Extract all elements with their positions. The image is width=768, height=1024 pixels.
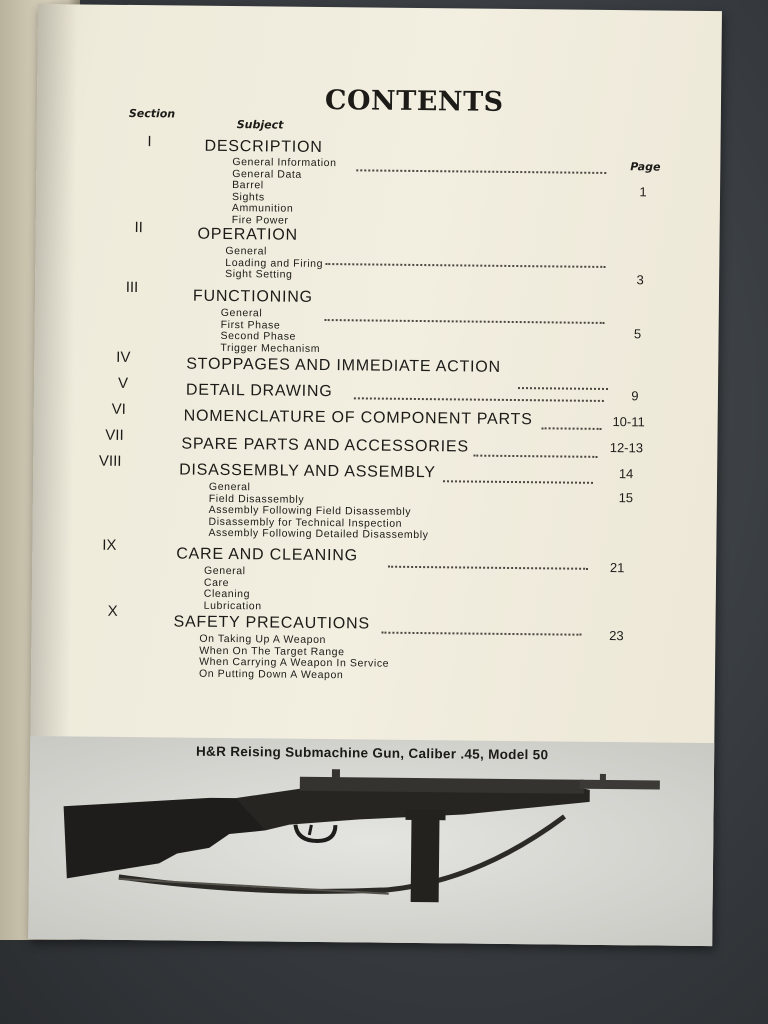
subsection-list xyxy=(204,566,262,613)
section-subject: SPARE PARTS AND ACCESSORIES xyxy=(181,435,469,456)
subsection-item: General xyxy=(208,480,251,494)
dot-leader xyxy=(354,397,604,402)
subsection-item: Assembly Following Field Disassembly xyxy=(208,503,412,518)
section-number: III xyxy=(125,278,139,297)
subsection-item: When On The Target Range xyxy=(199,644,345,658)
page-number: 10-11 xyxy=(612,414,645,430)
dot-leader xyxy=(325,319,605,324)
illustration-panel xyxy=(28,736,714,946)
section-subject: DISASSEMBLY AND ASSEMBLY xyxy=(179,461,436,482)
section-number: V xyxy=(117,374,129,392)
subsection-item: Ammunition xyxy=(231,202,294,215)
subsection-item: Fire Power xyxy=(231,213,289,227)
subsection-list xyxy=(220,308,320,355)
section-subject: CARE AND CLEANING xyxy=(176,545,358,565)
subsection-item: Sights xyxy=(231,190,265,203)
section-subject: FUNCTIONING xyxy=(192,287,313,306)
dot-leader xyxy=(356,169,606,174)
rifle-illustration-icon xyxy=(59,766,670,912)
dot-leader xyxy=(325,263,605,268)
illustration-caption: H&R Reising Submachine Gun, Caliber .45, Model 50 xyxy=(195,743,549,763)
page-number: 23 xyxy=(609,628,624,644)
dot-leader xyxy=(518,387,608,390)
subsection-list xyxy=(208,482,429,542)
section-subject: SAFETY PRECAUTIONS xyxy=(173,613,370,633)
page-title: CONTENTS xyxy=(324,85,504,118)
page-number: 21 xyxy=(609,560,625,576)
section-number: VI xyxy=(111,400,126,418)
subsection-item: General xyxy=(225,244,268,258)
subsection-item: Field Disassembly xyxy=(208,492,305,506)
subsection-item: Cleaning xyxy=(203,587,251,601)
dot-leader xyxy=(473,455,597,458)
subsection-item: Trigger Mechanism xyxy=(220,341,321,355)
subject-column-header: Subject xyxy=(236,118,284,132)
subsection-item: On Putting Down A Weapon xyxy=(198,667,344,681)
toc-entry-stoppages xyxy=(34,348,718,376)
section-number: IX xyxy=(102,536,117,554)
section-subject: DESCRIPTION xyxy=(204,137,323,156)
subsection-item: General Information xyxy=(232,156,337,170)
page-column-header: Page xyxy=(630,160,661,174)
dot-leader xyxy=(388,566,588,570)
section-number: VII xyxy=(105,426,124,444)
page-number: 9 xyxy=(631,388,639,404)
page-number-secondary: 15 xyxy=(618,490,634,506)
section-subject: OPERATION xyxy=(197,225,298,244)
subsection-list xyxy=(199,634,390,682)
toc-entry-safety xyxy=(32,602,716,681)
section-subject: DETAIL DRAWING xyxy=(185,381,333,401)
subsection-item: General xyxy=(220,306,263,320)
page-number: 5 xyxy=(633,326,642,342)
section-number: II xyxy=(134,219,143,237)
dot-leader xyxy=(381,632,581,636)
subsection-item: First Phase xyxy=(220,318,281,332)
subsection-item: Lubrication xyxy=(203,599,262,612)
subsection-item: When Carrying A Weapon In Service xyxy=(199,655,390,670)
page-number: 14 xyxy=(618,466,634,482)
subsection-item: Second Phase xyxy=(220,329,297,343)
section-number: I xyxy=(147,133,152,151)
section-number: VIII xyxy=(98,452,122,470)
subsection-list xyxy=(225,246,323,282)
section-column-header: Section xyxy=(128,106,176,121)
page-number: 3 xyxy=(636,272,644,288)
subsection-item: Care xyxy=(203,576,230,589)
page-number xyxy=(600,384,670,385)
subsection-item: Loading and Firing xyxy=(225,256,324,270)
document-page xyxy=(28,4,722,946)
subsection-list xyxy=(232,157,337,227)
section-subject: NOMENCLATURE OF COMPONENT PARTS xyxy=(183,407,533,429)
section-number: X xyxy=(107,602,118,620)
subsection-item: Assembly Following Detailed Disassembly xyxy=(208,526,429,542)
section-number: IV xyxy=(116,348,131,366)
section-subject: STOPPAGES AND IMMEDIATE ACTION xyxy=(186,355,502,376)
page-number: 12-13 xyxy=(609,440,644,456)
subsection-item: On Taking Up A Weapon xyxy=(199,632,327,647)
subsection-item: Sight Setting xyxy=(225,267,293,281)
page-number: 1 xyxy=(639,184,647,200)
subsection-item: General Data xyxy=(232,167,302,181)
subsection-item: Disassembly for Technical Inspection xyxy=(208,515,403,530)
dot-leader xyxy=(443,480,593,484)
subsection-item: Barrel xyxy=(232,179,264,192)
subsection-item: General xyxy=(204,564,246,578)
